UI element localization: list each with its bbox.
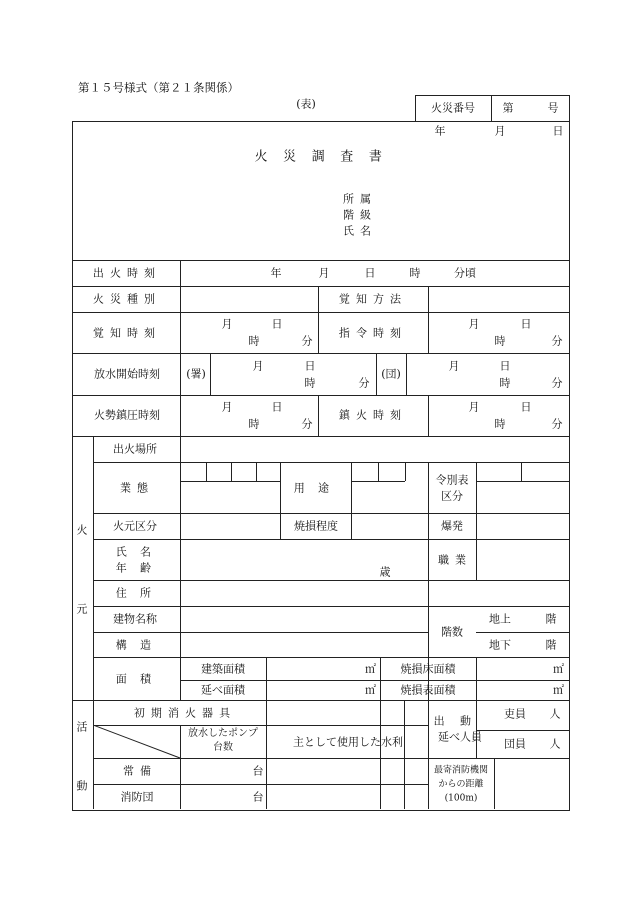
- person-name-label: 氏名: [115, 545, 165, 559]
- report-month: 月: [494, 124, 506, 138]
- extinguished-month-unit: 月: [468, 400, 480, 414]
- address-field[interactable]: [181, 581, 568, 606]
- burned-floor-area-unit: ㎡: [553, 662, 564, 676]
- distance-label-3: (100m): [444, 793, 478, 804]
- command-day-unit: 日: [520, 317, 532, 331]
- detection-time-label: 覚知時刻: [92, 326, 162, 340]
- extinguished-day-unit: 日: [520, 400, 532, 414]
- explosion-field[interactable]: [477, 514, 568, 539]
- usage-field[interactable]: [352, 463, 427, 513]
- form-side-label: (表): [296, 97, 316, 111]
- pump-label-2: 台数: [213, 742, 233, 753]
- below-ground-unit: 階: [545, 638, 557, 652]
- fire-location-label: 出火場所: [113, 442, 157, 456]
- building-name-field[interactable]: [181, 607, 427, 632]
- origin-section-label-1: 火: [76, 523, 88, 537]
- outbreak-minute-unit: 分頃: [454, 266, 476, 280]
- staff-count-field[interactable]: [477, 701, 568, 730]
- occupation-label: 職業: [437, 553, 473, 567]
- outbreak-hour-unit: 時: [409, 266, 421, 280]
- detection-method-label: 覚知方法: [338, 292, 408, 306]
- standing-unit: 台: [252, 764, 264, 778]
- investigator-name-label: 氏名: [342, 224, 378, 238]
- outbreak-day-unit: 日: [364, 266, 376, 280]
- members-count-field[interactable]: [477, 731, 568, 758]
- activity-section-label-1: 活: [76, 720, 88, 734]
- diagonal-divider: [93, 725, 181, 759]
- command-minute-unit: 分: [551, 334, 563, 348]
- fire-number-label: 火災番号: [431, 101, 475, 115]
- total-floor-area-field[interactable]: [267, 681, 379, 700]
- station-day-unit: 日: [304, 359, 316, 373]
- distance-label-1: 最寄消防機関: [433, 765, 489, 776]
- brigade-water-start-field[interactable]: [407, 354, 568, 395]
- station-water-start-field[interactable]: [211, 354, 375, 395]
- activity-section-label-2: 動: [76, 779, 88, 793]
- area-label: 面積: [115, 672, 165, 686]
- building-name-label: 建物名称: [113, 612, 157, 626]
- age-unit: 歳: [379, 565, 391, 579]
- age-label: 年齢: [115, 561, 165, 575]
- usage-label: 用途: [293, 481, 343, 495]
- fire-source-class-field[interactable]: [181, 514, 279, 539]
- fire-corps-unit: 台: [252, 790, 264, 804]
- total-floor-area-label: 延べ面積: [201, 683, 245, 697]
- structure-label: 構造: [115, 638, 165, 652]
- building-area-unit: ㎡: [365, 662, 376, 676]
- burned-surface-area-label: 焼損表面積: [400, 683, 456, 697]
- address-label: 住所: [115, 586, 165, 600]
- initial-equipment-field[interactable]: [267, 701, 379, 725]
- below-ground-label: 地下: [489, 638, 511, 652]
- water-start-time-label: 放水開始時刻: [94, 367, 160, 381]
- water-source-label: 主として使用した水利: [293, 735, 403, 749]
- above-ground-unit: 階: [545, 612, 557, 626]
- structure-field[interactable]: [181, 633, 427, 657]
- command-hour-unit: 時: [494, 334, 506, 348]
- outbreak-time-label: 出火時刻: [92, 266, 162, 280]
- fire-number-go: 号: [547, 101, 559, 115]
- affiliation-label: 所属: [342, 192, 378, 206]
- detection-method-field[interactable]: [429, 287, 568, 312]
- fire-type-label: 火災種別: [92, 292, 162, 306]
- suppression-hour-unit: 時: [248, 417, 260, 431]
- brigade-minute-unit: 分: [551, 376, 563, 390]
- staff-label: 吏員: [504, 707, 526, 721]
- fire-location-field[interactable]: [181, 437, 568, 462]
- suppression-minute-unit: 分: [301, 417, 313, 431]
- members-label: 団員: [504, 737, 526, 751]
- form-number: 第１５号様式（第２１条関係）: [78, 80, 239, 95]
- above-ground-floors-field[interactable]: [477, 607, 568, 632]
- brigade-month-unit: 月: [448, 359, 460, 373]
- table-class-label-1: 令別表: [435, 473, 469, 487]
- pump-label-1: 放水したポンプ: [188, 728, 258, 739]
- suppression-day-unit: 日: [271, 400, 283, 414]
- building-area-label: 建築面積: [201, 662, 245, 676]
- table-class-label-2: 区分: [441, 489, 463, 503]
- suppression-month-unit: 月: [221, 400, 233, 414]
- form-title: 火災調査書: [254, 149, 398, 165]
- brigade-label: (団): [381, 367, 401, 381]
- staff-unit: 人: [549, 707, 561, 721]
- standing-label: 常備: [122, 764, 158, 778]
- station-minute-unit: 分: [358, 376, 370, 390]
- command-month-unit: 月: [468, 317, 480, 331]
- fire-corps-label: 消防団: [120, 790, 154, 804]
- origin-section-label-2: 元: [76, 602, 88, 616]
- distance-field[interactable]: [495, 759, 568, 809]
- members-unit: 人: [549, 737, 561, 751]
- extinguished-time-label: 鎮火時刻: [338, 408, 408, 422]
- table-class-field[interactable]: [477, 463, 568, 513]
- extinguished-minute-unit: 分: [551, 417, 563, 431]
- outbreak-month-unit: 月: [318, 266, 330, 280]
- detection-hour-unit: 時: [248, 334, 260, 348]
- floors-label: 階数: [441, 625, 463, 639]
- fire-source-class-label: 火元区分: [113, 519, 157, 533]
- detection-day-unit: 日: [271, 317, 283, 331]
- extinguished-hour-unit: 時: [494, 417, 506, 431]
- rank-label: 階級: [342, 208, 378, 222]
- command-time-label: 指令時刻: [338, 326, 408, 340]
- report-day: 日: [552, 124, 564, 138]
- outbreak-year-unit: 年: [270, 266, 282, 280]
- total-floor-area-unit: ㎡: [365, 683, 376, 697]
- dispatch-label-2: 延べ人員: [438, 730, 482, 744]
- fire-number-dai: 第: [502, 101, 514, 115]
- dispatch-label-1: 出動: [433, 714, 487, 728]
- suppression-time-label: 火勢鎮圧時刻: [94, 408, 160, 422]
- detection-minute-unit: 分: [301, 334, 313, 348]
- business-type-label: 業態: [119, 481, 155, 495]
- fire-type-field[interactable]: [181, 287, 317, 312]
- detection-month-unit: 月: [221, 317, 233, 331]
- occupation-field[interactable]: [477, 540, 568, 580]
- below-ground-floors-field[interactable]: [477, 633, 568, 657]
- initial-equipment-label: 初期消火器具: [133, 706, 237, 720]
- damage-level-label: 焼損程度: [294, 519, 338, 533]
- water-source-field[interactable]: [267, 759, 379, 809]
- burned-surface-area-unit: ㎡: [553, 683, 564, 697]
- brigade-hour-unit: 時: [499, 376, 511, 390]
- above-ground-label: 地上: [489, 612, 511, 626]
- station-hour-unit: 時: [304, 376, 316, 390]
- distance-label-2: からの距離: [438, 779, 484, 790]
- explosion-label: 爆発: [441, 519, 463, 533]
- station-month-unit: 月: [252, 359, 264, 373]
- burned-floor-area-label: 焼損床面積: [400, 662, 456, 676]
- brigade-day-unit: 日: [499, 359, 511, 373]
- business-type-field[interactable]: [181, 463, 279, 513]
- report-year: 年: [434, 124, 446, 138]
- damage-level-field[interactable]: [352, 514, 427, 539]
- station-label: (署): [186, 367, 206, 381]
- building-area-field[interactable]: [267, 658, 379, 680]
